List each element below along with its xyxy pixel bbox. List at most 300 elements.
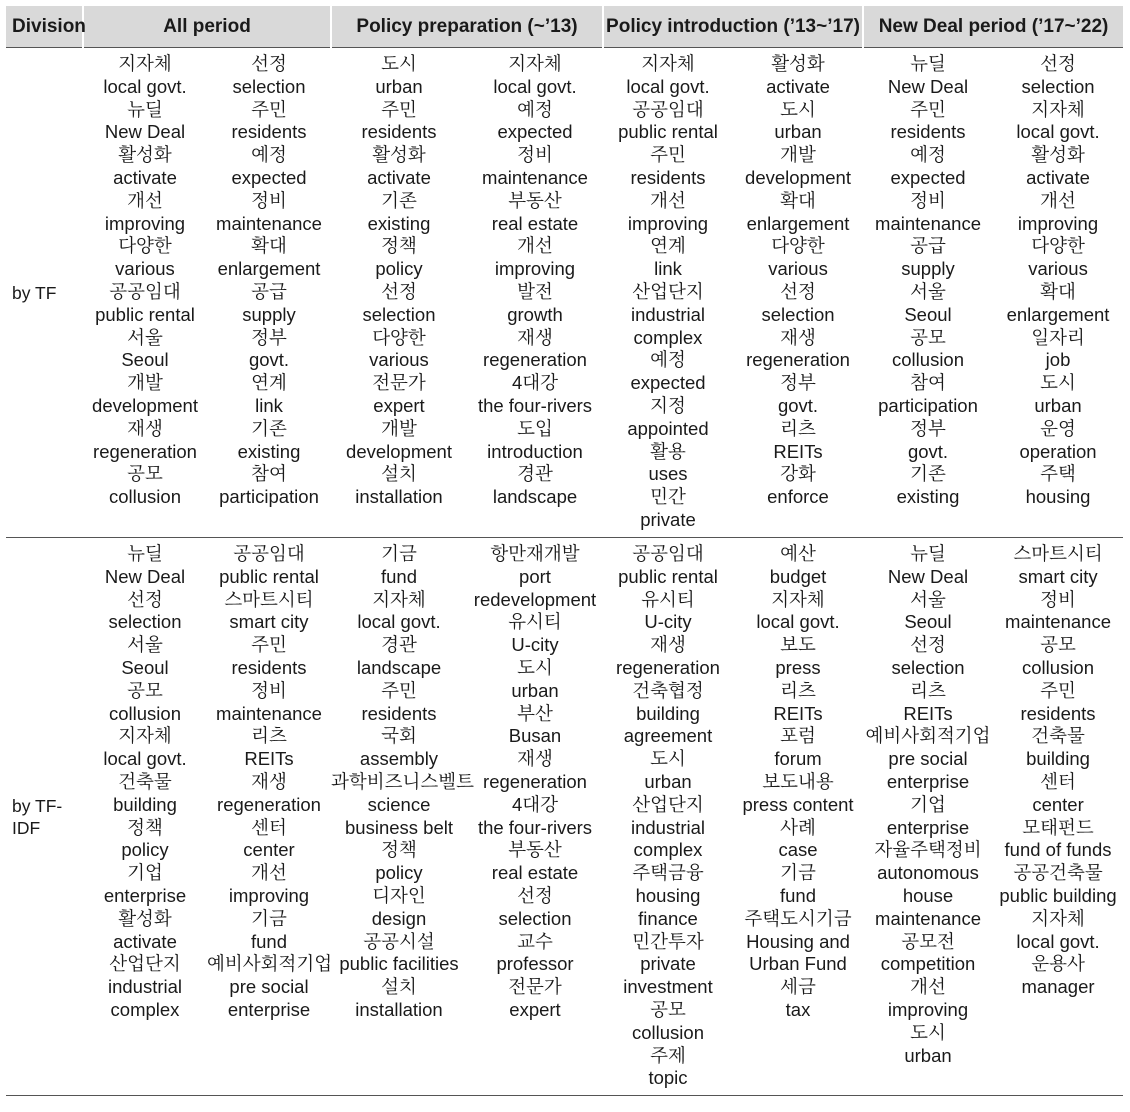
keyword-text: 재생 xyxy=(517,326,553,348)
keyword-text: complex xyxy=(633,839,703,861)
keyword-text: existing xyxy=(367,212,431,234)
keyword-text: 주민 xyxy=(910,98,946,120)
keyword-text: enterprise xyxy=(103,884,187,906)
keyword-text: 연계 xyxy=(650,235,686,257)
header-row xyxy=(6,6,1123,48)
keyword-text: selection xyxy=(761,303,835,325)
keyword-text: smart city xyxy=(1018,565,1098,587)
keyword-text: tax xyxy=(785,998,811,1020)
keyword-text: urban xyxy=(375,75,423,97)
keyword-text: urban xyxy=(904,1044,952,1066)
keyword-text: 기존 xyxy=(910,463,946,485)
division-label-tf-idf-text: by TF- IDF xyxy=(12,795,63,838)
keyword-text: complex xyxy=(110,998,180,1020)
keyword-text: 공모전 xyxy=(901,930,955,952)
keyword-cell xyxy=(331,48,467,538)
keyword-text: residents xyxy=(630,166,706,188)
keyword-text: 개선 xyxy=(127,189,163,211)
keyword-text: 공모 xyxy=(1040,634,1076,656)
keyword-text: 유시티 xyxy=(508,611,562,633)
keyword-text: industrial xyxy=(630,816,706,838)
keyword-text: 재생 xyxy=(127,417,163,439)
keyword-text: govt. xyxy=(907,440,949,462)
keyword-text: 도시 xyxy=(650,748,686,770)
keyword-text: REITs xyxy=(244,748,294,770)
keyword-text: 일자리 xyxy=(1031,326,1085,348)
keyword-text: 포럼 xyxy=(780,725,816,747)
keyword-text: public rental xyxy=(618,121,718,143)
keyword-text: selection xyxy=(232,75,306,97)
keyword-text: pre social xyxy=(888,748,968,770)
keyword-text: center xyxy=(1032,793,1084,815)
keyword-text: link xyxy=(255,394,283,416)
keyword-text: 선정 xyxy=(1040,53,1076,74)
keyword-text: 공급 xyxy=(910,235,946,257)
keyword-text: regeneration xyxy=(746,349,850,371)
keyword-cell xyxy=(603,538,733,1096)
keyword-text: enterprise xyxy=(227,998,311,1020)
keyword-text: 세금 xyxy=(780,976,816,998)
keyword-text: expected xyxy=(231,166,307,188)
keyword-text: fund of funds xyxy=(1004,839,1112,861)
keyword-text: private xyxy=(640,508,696,530)
keyword-text: policy xyxy=(375,862,423,884)
keyword-cell xyxy=(467,538,603,1096)
keyword-text: 공모 xyxy=(650,998,686,1020)
keyword-text: building xyxy=(636,702,700,724)
keyword-text: urban xyxy=(511,679,559,701)
keyword-text: collusion xyxy=(632,1021,704,1043)
keyword-text: uses xyxy=(648,463,688,485)
keyword-text: regeneration xyxy=(616,656,720,678)
keyword-text: 부동산 xyxy=(508,189,562,211)
keyword-text: expert xyxy=(373,394,425,416)
keyword-text: 확대 xyxy=(1040,280,1076,302)
keyword-text: professor xyxy=(496,953,574,975)
keyword-text: 공공시설 xyxy=(363,930,435,952)
keyword-text: 주민 xyxy=(650,144,686,166)
keyword-text: science xyxy=(367,793,431,815)
keyword-text: 공모 xyxy=(127,679,163,701)
keyword-table xyxy=(6,6,1123,1096)
keyword-text: 주민 xyxy=(381,98,417,120)
keyword-text: 산업단지 xyxy=(109,953,181,975)
header-new-deal-period: New Deal period (’17~’22) xyxy=(863,6,1123,48)
keyword-text: maintenance xyxy=(216,702,322,724)
keyword-cell xyxy=(83,538,207,1096)
keyword-text: assembly xyxy=(359,748,439,770)
keyword-text: 설치 xyxy=(381,463,417,485)
keyword-text: improving xyxy=(1017,212,1099,234)
keyword-text: 개선 xyxy=(650,189,686,211)
header-all-period: All period xyxy=(83,6,331,48)
keyword-text: 기금 xyxy=(780,862,816,884)
keyword-text: improving xyxy=(627,212,709,234)
keyword-text: 주제 xyxy=(650,1044,686,1066)
keyword-text: 참여 xyxy=(251,463,287,485)
keyword-text: 4대강 xyxy=(511,793,559,815)
keyword-text: enterprise xyxy=(886,816,970,838)
keyword-text: activate xyxy=(113,930,177,952)
keyword-text: 기금 xyxy=(251,907,287,929)
keyword-text: investment xyxy=(623,976,713,998)
keyword-text: activate xyxy=(766,75,830,97)
keyword-text: 공공임대 xyxy=(632,543,704,564)
keyword-text: 정부 xyxy=(251,326,287,348)
keyword-text: industrial xyxy=(107,976,183,998)
keyword-text: expert xyxy=(509,998,561,1020)
keyword-text: 공공임대 xyxy=(632,98,704,120)
keyword-text: 기존 xyxy=(251,417,287,439)
keyword-text: housing xyxy=(635,884,701,906)
keyword-text: improving xyxy=(104,212,186,234)
keyword-text: real estate xyxy=(491,212,579,234)
keyword-text: 지자체 xyxy=(1031,98,1085,120)
keyword-text: 활용 xyxy=(650,440,686,462)
keyword-text: 기존 xyxy=(381,189,417,211)
keyword-text: 개발 xyxy=(780,144,816,166)
keyword-text: 서울 xyxy=(910,280,946,302)
keyword-text: 공공건축물 xyxy=(1013,862,1103,884)
keyword-text: public rental xyxy=(618,565,718,587)
keyword-text: 경관 xyxy=(517,463,553,485)
keyword-text: 활성화 xyxy=(372,144,426,166)
keyword-text: 뉴딜 xyxy=(127,98,163,120)
keyword-text: local govt. xyxy=(103,748,187,770)
keyword-text: the four-rivers xyxy=(477,394,593,416)
keyword-text: enlargement xyxy=(217,258,321,280)
keyword-text: the four-rivers xyxy=(477,816,593,838)
keyword-text: 서울 xyxy=(910,588,946,610)
keyword-text: 기업 xyxy=(910,793,946,815)
keyword-text: selection xyxy=(1021,75,1095,97)
keyword-text: 강화 xyxy=(780,463,816,485)
keyword-text: 개발 xyxy=(127,372,163,394)
keyword-text: New Deal xyxy=(887,75,969,97)
keyword-text: local govt. xyxy=(626,75,710,97)
keyword-text: 개선 xyxy=(910,976,946,998)
keyword-text: maintenance xyxy=(1005,611,1111,633)
keyword-text: installation xyxy=(355,998,443,1020)
keyword-text: Busan xyxy=(508,725,562,747)
keyword-text: enlargement xyxy=(746,212,850,234)
keyword-text: house xyxy=(902,884,954,906)
keyword-text: 산업단지 xyxy=(632,793,704,815)
keyword-text: New Deal xyxy=(104,121,186,143)
keyword-text: 지자체 xyxy=(118,725,172,747)
keyword-text: supply xyxy=(901,258,955,280)
keyword-text: 확대 xyxy=(251,235,287,257)
keyword-text: 예정 xyxy=(517,98,553,120)
keyword-text: autonomous xyxy=(877,862,979,884)
keyword-text: 운용사 xyxy=(1031,953,1085,975)
keyword-text: local govt. xyxy=(103,75,187,97)
keyword-cell xyxy=(207,538,331,1096)
keyword-text: regeneration xyxy=(483,770,587,792)
keyword-text: 정부 xyxy=(780,372,816,394)
keyword-text: expected xyxy=(890,166,966,188)
keyword-cell xyxy=(83,48,207,538)
keyword-text: REITs xyxy=(903,702,953,724)
keyword-text: 재생 xyxy=(780,326,816,348)
keyword-text: 도시 xyxy=(910,1021,946,1043)
keyword-text: 건축물 xyxy=(118,770,172,792)
keyword-text: public facilities xyxy=(339,953,459,975)
keyword-text: 주택금융 xyxy=(632,862,704,884)
keyword-text: urban xyxy=(644,770,692,792)
keyword-text: residents xyxy=(361,121,437,143)
keyword-text: selection xyxy=(108,611,182,633)
keyword-cell xyxy=(733,48,863,538)
keyword-text: case xyxy=(778,839,818,861)
keyword-text: 선정 xyxy=(517,884,553,906)
keyword-text: 사례 xyxy=(780,816,816,838)
keyword-text: 선정 xyxy=(381,280,417,302)
keyword-text: operation xyxy=(1019,440,1097,462)
keyword-text: 모태펀드 xyxy=(1022,816,1094,838)
keyword-text: 기금 xyxy=(381,543,417,564)
keyword-text: budget xyxy=(769,565,827,587)
keyword-text: 지자체 xyxy=(771,588,825,610)
keyword-text: 지자체 xyxy=(1031,907,1085,929)
keyword-text: 교수 xyxy=(517,930,553,952)
keyword-text: 뉴딜 xyxy=(910,53,946,74)
keyword-text: 연계 xyxy=(251,372,287,394)
keyword-text: enforce xyxy=(767,486,829,508)
keyword-text: forum xyxy=(774,748,822,770)
keyword-text: 다양한 xyxy=(118,235,172,257)
keyword-text: 예비사회적기업 xyxy=(207,953,333,975)
keyword-text: public rental xyxy=(219,565,319,587)
keyword-text: public building xyxy=(999,884,1117,906)
keyword-text: 경관 xyxy=(381,634,417,656)
keyword-text: Seoul xyxy=(121,349,169,371)
header-division: Division xyxy=(6,6,83,48)
keyword-text: redevelopment xyxy=(473,588,597,610)
keyword-text: 다양한 xyxy=(771,235,825,257)
keyword-text: 공모 xyxy=(910,326,946,348)
keyword-text: 재생 xyxy=(517,748,553,770)
keyword-text: 설치 xyxy=(381,976,417,998)
keyword-text: existing xyxy=(237,440,301,462)
keyword-text: 리츠 xyxy=(251,725,287,747)
keyword-text: existing xyxy=(896,486,960,508)
keyword-text: 선정 xyxy=(910,634,946,656)
keyword-cell xyxy=(863,48,993,538)
keyword-text: New Deal xyxy=(887,565,969,587)
keyword-text: 센터 xyxy=(1040,770,1076,792)
keyword-text: topic xyxy=(648,1067,688,1089)
keyword-text: local govt. xyxy=(1016,930,1100,952)
keyword-text: activate xyxy=(1026,166,1090,188)
keyword-text: real estate xyxy=(491,862,579,884)
keyword-text: 재생 xyxy=(650,634,686,656)
keyword-text: agreement xyxy=(623,725,713,747)
keyword-text: 선정 xyxy=(251,53,287,74)
keyword-text: center xyxy=(243,839,295,861)
keyword-text: manager xyxy=(1021,976,1095,998)
keyword-text: 활성화 xyxy=(118,907,172,929)
keyword-text: 민간투자 xyxy=(632,930,704,952)
keyword-text: improving xyxy=(494,258,576,280)
keyword-text: 개발 xyxy=(381,417,417,439)
keyword-text: 4대강 xyxy=(511,372,559,394)
keyword-text: public rental xyxy=(95,303,195,325)
keyword-text: regeneration xyxy=(217,793,321,815)
keyword-text: 건축물 xyxy=(1031,725,1085,747)
keyword-text: 주택도시기금 xyxy=(744,907,852,929)
keyword-text: 도시 xyxy=(780,98,816,120)
keyword-text: finance xyxy=(638,907,698,929)
keyword-text: 산업단지 xyxy=(632,280,704,302)
keyword-text: enlargement xyxy=(1006,303,1110,325)
keyword-text: installation xyxy=(355,486,443,508)
keyword-text: 정비 xyxy=(910,189,946,211)
keyword-text: 전문가 xyxy=(508,976,562,998)
keyword-text: 전문가 xyxy=(372,372,426,394)
keyword-text: Seoul xyxy=(121,656,169,678)
keyword-text: 정부 xyxy=(910,417,946,439)
keyword-text: 서울 xyxy=(127,326,163,348)
keyword-text: housing xyxy=(1025,486,1091,508)
keyword-text: U-city xyxy=(644,611,692,633)
keyword-text: 도시 xyxy=(517,656,553,678)
keyword-text: 부동산 xyxy=(508,839,562,861)
keyword-text: regeneration xyxy=(483,349,587,371)
keyword-text: collusion xyxy=(1022,656,1095,678)
keyword-text: 예비사회적기업 xyxy=(865,725,991,747)
keyword-text: 자율주택정비 xyxy=(874,839,982,861)
keyword-text: 정책 xyxy=(381,839,417,861)
keyword-text: 예정 xyxy=(650,349,686,371)
keyword-text: 정비 xyxy=(517,144,553,166)
keyword-text: building xyxy=(1026,748,1090,770)
keyword-text: growth xyxy=(507,303,563,325)
keyword-text: fund xyxy=(250,930,287,952)
keyword-text: maintenance xyxy=(875,907,981,929)
keyword-text: smart city xyxy=(229,611,309,633)
keyword-text: residents xyxy=(890,121,966,143)
keyword-text: 공모 xyxy=(127,463,163,485)
keyword-text: New Deal xyxy=(104,565,186,587)
division-label-tf-idf xyxy=(6,538,83,1096)
keyword-text: 공급 xyxy=(251,280,287,302)
keyword-text: maintenance xyxy=(482,166,588,188)
keyword-text: 정책 xyxy=(381,235,417,257)
keyword-text: 확대 xyxy=(780,189,816,211)
keyword-text: 정비 xyxy=(1040,588,1076,610)
keyword-text: competition xyxy=(880,953,976,975)
keyword-text: 개선 xyxy=(1040,189,1076,211)
keyword-text: local govt. xyxy=(756,611,840,633)
keyword-text: 도시 xyxy=(1040,372,1076,394)
keyword-cell xyxy=(863,538,993,1096)
keyword-text: press content xyxy=(742,793,854,815)
keyword-text: 재생 xyxy=(251,770,287,792)
keyword-text: expected xyxy=(497,121,573,143)
keyword-text: 뉴딜 xyxy=(127,543,163,564)
keyword-text: enterprise xyxy=(886,770,970,792)
keyword-text: collusion xyxy=(892,349,965,371)
keyword-text: various xyxy=(1028,258,1088,280)
keyword-text: policy xyxy=(121,839,169,861)
keyword-cell xyxy=(207,48,331,538)
keyword-text: selection xyxy=(891,656,965,678)
keyword-text: urban xyxy=(1034,394,1082,416)
keyword-text: introduction xyxy=(487,440,583,462)
keyword-text: 공공임대 xyxy=(233,543,305,564)
keyword-text: development xyxy=(346,440,452,462)
keyword-text: Seoul xyxy=(904,611,952,633)
keyword-text: govt. xyxy=(248,349,290,371)
keyword-text: Urban Fund xyxy=(749,953,847,975)
keyword-text: selection xyxy=(498,907,572,929)
keyword-text: 건축협정 xyxy=(632,679,704,701)
keyword-text: building xyxy=(113,793,177,815)
keyword-text: 지정 xyxy=(650,394,686,416)
keyword-text: 공공임대 xyxy=(109,280,181,302)
keyword-text: design xyxy=(371,907,427,929)
keyword-text: 지자체 xyxy=(508,53,562,74)
keyword-text: 기업 xyxy=(127,862,163,884)
keyword-text: landscape xyxy=(356,656,442,678)
keyword-text: 센터 xyxy=(251,816,287,838)
header-policy-introduction: Policy introduction (’13~’17) xyxy=(603,6,863,48)
keyword-text: collusion xyxy=(109,486,181,508)
keyword-text: 유시티 xyxy=(641,588,695,610)
keyword-text: govt. xyxy=(777,394,819,416)
keyword-text: 국회 xyxy=(381,725,417,747)
keyword-text: 활성화 xyxy=(771,53,825,74)
keyword-text: 지자체 xyxy=(372,588,426,610)
keyword-text: 도시 xyxy=(381,53,417,74)
keyword-text: fund xyxy=(380,565,417,587)
keyword-text: job xyxy=(1045,349,1071,371)
keyword-cell xyxy=(993,538,1123,1096)
keyword-text: improving xyxy=(887,998,969,1020)
keyword-text: REITs xyxy=(773,702,823,724)
keyword-text: U-city xyxy=(511,634,559,656)
keyword-text: 예정 xyxy=(251,144,287,166)
keyword-text: 발전 xyxy=(517,280,553,302)
keyword-text: 개선 xyxy=(251,862,287,884)
row-by-tf-idf xyxy=(6,538,1123,1096)
keyword-text: landscape xyxy=(492,486,578,508)
keyword-text: 민간 xyxy=(650,486,686,508)
keyword-text: 항만재개발 xyxy=(490,543,580,564)
keyword-text: 참여 xyxy=(910,372,946,394)
keyword-text: 스마트시티 xyxy=(1013,543,1103,564)
keyword-text: 지자체 xyxy=(641,53,695,74)
keyword-text: residents xyxy=(1020,702,1096,724)
keyword-text: local govt. xyxy=(493,75,577,97)
keyword-text: 예정 xyxy=(910,144,946,166)
keyword-text: 리츠 xyxy=(910,679,946,701)
keyword-text: residents xyxy=(231,121,307,143)
keyword-text: 운영 xyxy=(1040,417,1076,439)
keyword-text: 정비 xyxy=(251,189,287,211)
keyword-text: 리츠 xyxy=(780,679,816,701)
keyword-text: port xyxy=(519,565,551,587)
keyword-cell xyxy=(733,538,863,1096)
keyword-text: 리츠 xyxy=(780,417,816,439)
keyword-text: 지자체 xyxy=(118,53,172,74)
keyword-text: complex xyxy=(633,326,703,348)
keyword-text: development xyxy=(745,166,851,188)
keyword-text: 다양한 xyxy=(372,326,426,348)
keyword-text: 개선 xyxy=(517,235,553,257)
division-label-tf: by TF xyxy=(6,48,83,538)
